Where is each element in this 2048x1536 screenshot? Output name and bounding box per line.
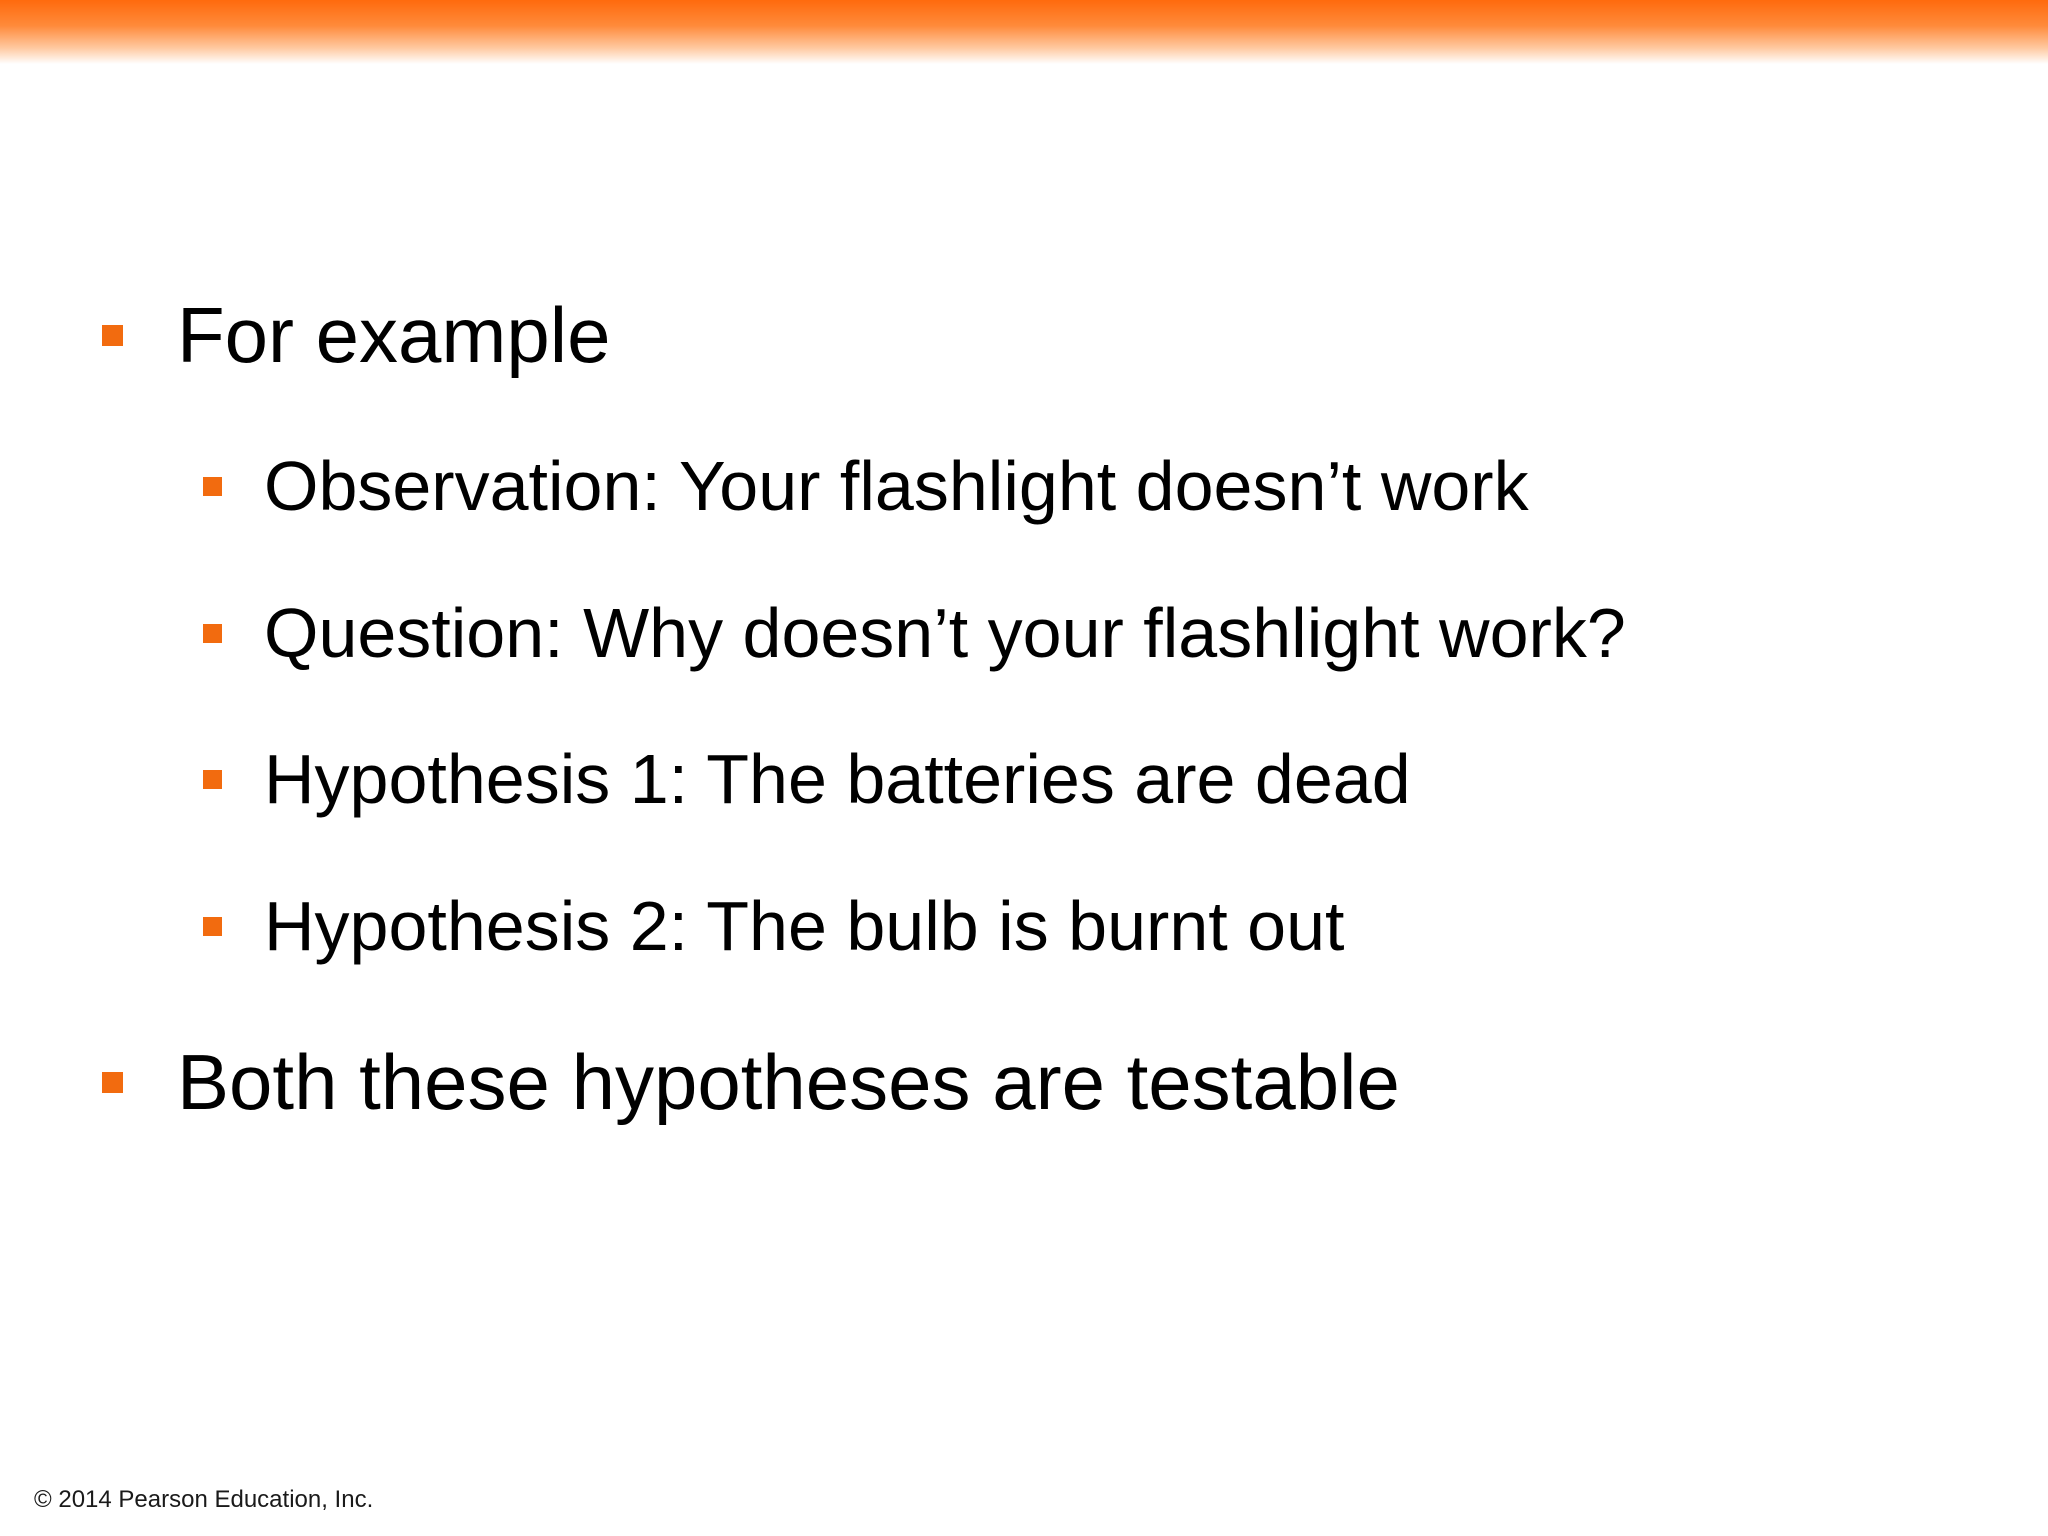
square-bullet-icon	[203, 624, 222, 643]
square-bullet-icon	[203, 917, 222, 936]
bullet-item-hypothesis-2	[203, 887, 1345, 965]
bullet-item-hypothesis-1	[203, 740, 1411, 818]
header-gradient-bar	[0, 0, 2048, 64]
bullet-text: Hypothesis 1: The batteries are dead	[264, 740, 1411, 818]
bullet-text: Both these hypotheses are testable	[177, 1038, 1400, 1126]
bullet-text: Hypothesis 2: The bulb is burnt out	[264, 887, 1345, 965]
square-bullet-icon	[102, 1072, 123, 1093]
bullet-item-both-testable	[102, 1038, 1400, 1126]
square-bullet-icon	[203, 770, 222, 789]
bullet-item-for-example	[102, 291, 611, 379]
bullet-item-question	[203, 594, 1626, 672]
bullet-text: Observation: Your flashlight doesn’t work	[264, 447, 1529, 525]
bullet-item-observation	[203, 447, 1529, 525]
square-bullet-icon	[203, 477, 222, 496]
bullet-text: For example	[177, 291, 611, 379]
bullet-text: Question: Why doesn’t your flashlight work?	[264, 594, 1626, 672]
square-bullet-icon	[102, 325, 123, 346]
copyright-notice: © 2014 Pearson Education, Inc.	[34, 1486, 374, 1513]
